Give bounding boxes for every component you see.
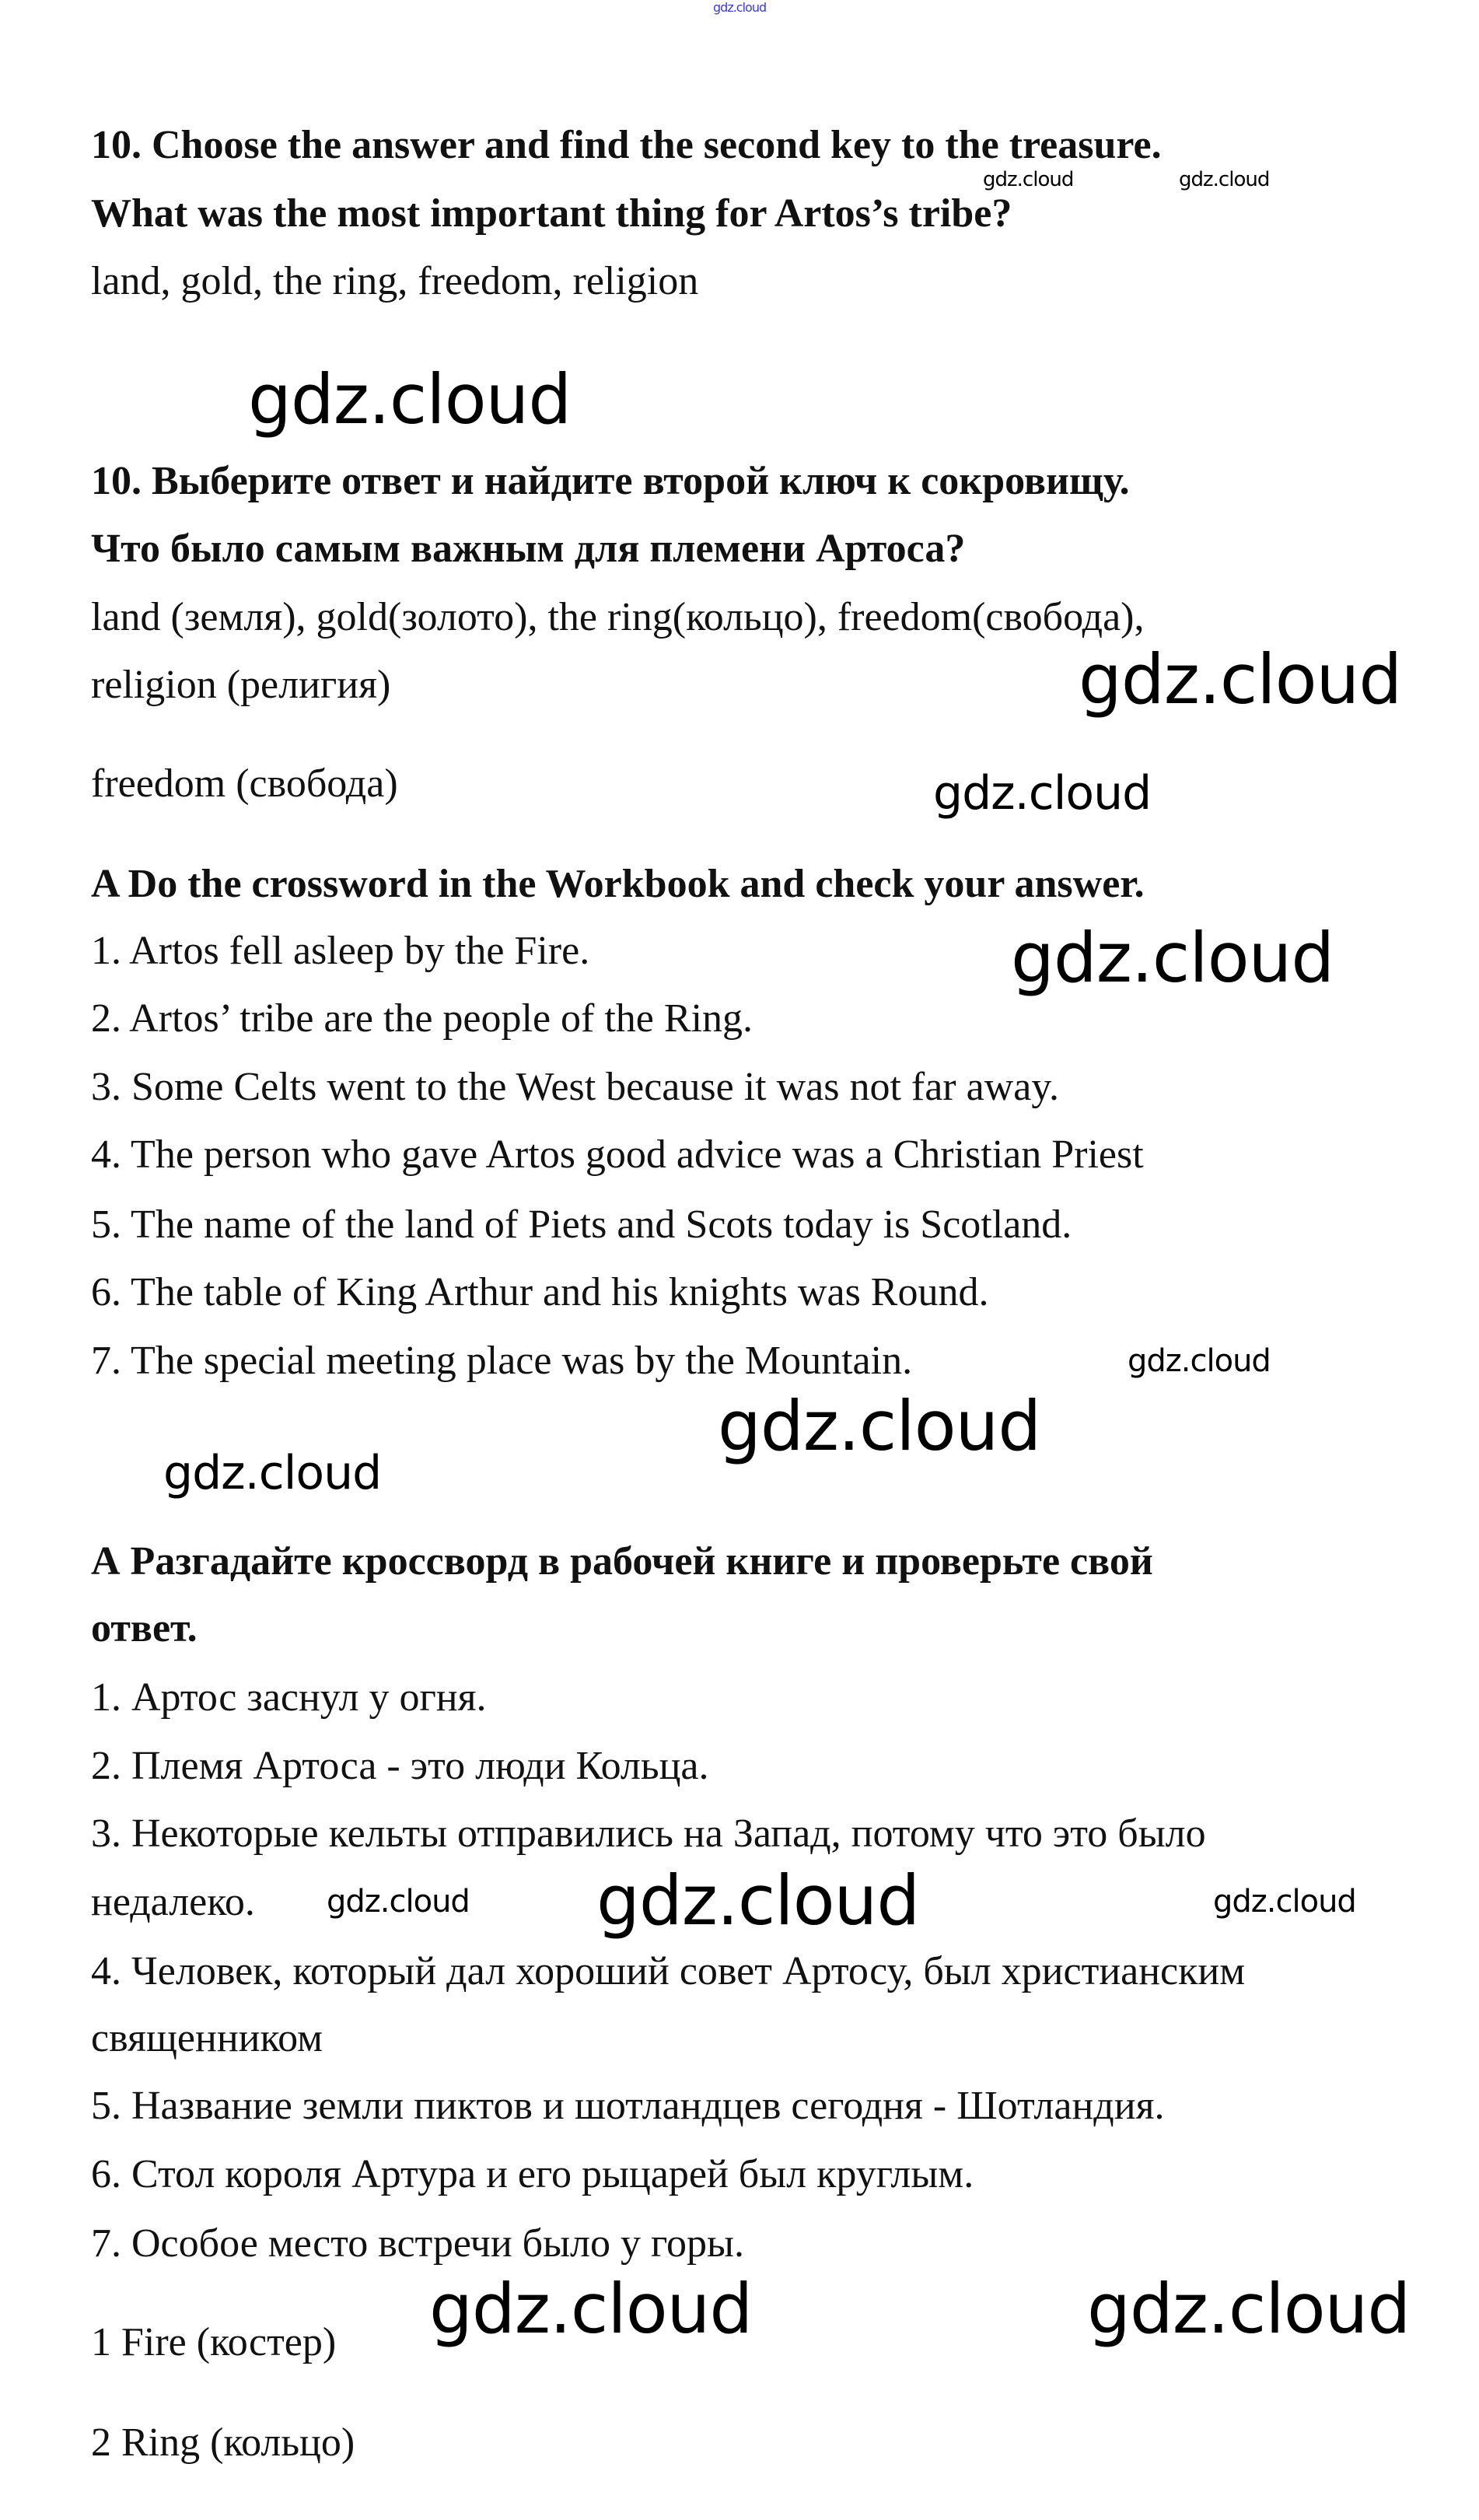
crossword-item: 6. The table of King Arthur and his knights was Round. (91, 1270, 989, 1314)
crossword-item: 2. Artos’ tribe are the people of the Ring. (91, 996, 753, 1041)
watermark: gdz.cloud (1087, 2269, 1411, 2349)
crossword-item: 1. Artos fell asleep by the Fire. (91, 929, 590, 973)
crossword-item: 7. The special meeting place was by the Mountain. (91, 1339, 913, 1383)
answer-item: 1 Fire (костер) (91, 2320, 337, 2364)
crossword-line-ru: 4. Человек, который дал хороший совет Артосу, был христианским (91, 1949, 1246, 1993)
watermark: gdz.cloud (1128, 1343, 1271, 1379)
crossword-line-ru: 6. Стол короля Артура и его рыцарей был круглым. (91, 2152, 974, 2196)
watermark: gdz.cloud (1213, 1884, 1356, 1920)
watermark: gdz.cloud (248, 359, 572, 439)
task-title-ru: 10. Выберите ответ и найдите второй ключ к сокровищу. (91, 459, 1130, 503)
crossword-line-ru: 3. Некоторые кельты отправились на Запад, потому что это было (91, 1811, 1206, 1856)
task-answer: freedom (свобода) (91, 761, 398, 806)
task-question-ru: Что было самым важным для племени Артоса? (91, 527, 966, 571)
task-options-en: land, gold, the ring, freedom, religion (91, 259, 699, 303)
task-question-en: What was the most important thing for Artos’s tribe? (91, 191, 1012, 236)
watermark: gdz.cloud (718, 1386, 1041, 1466)
crossword-title-ru-2: ответ. (91, 1606, 198, 1650)
watermark: gdz.cloud (596, 1860, 920, 1941)
answer-item: 2 Ring (кольцо) (91, 2420, 355, 2465)
crossword-title-ru-1: А Разгадайте кроссворд в рабочей книге и проверьте свой (91, 1539, 1153, 1584)
watermark: gdz.cloud (163, 1446, 382, 1500)
crossword-line-ru: священником (91, 2016, 323, 2060)
watermark: gdz.cloud (1179, 168, 1270, 191)
crossword-line-ru: 1. Артос заснул у огня. (91, 1675, 487, 1720)
crossword-line-ru: 7. Особое место встречи было у горы. (91, 2221, 744, 2266)
task-title-en: 10. Choose the answer and find the second key to the treasure. (91, 123, 1162, 167)
task-options-ru-1: land (земля), gold(золото), the ring(кольцо), freedom(свобода), (91, 595, 1145, 639)
crossword-item: 4. The person who gave Artos good advice was a Christian Priest (91, 1132, 1144, 1177)
watermark: gdz.cloud (933, 766, 1152, 821)
crossword-item: 5. The name of the land of Piets and Scots today is Scotland. (91, 1202, 1072, 1247)
watermark: gdz.cloud (1079, 639, 1402, 719)
watermark: gdz.cloud (429, 2269, 753, 2349)
watermark: gdz.cloud (713, 0, 767, 15)
crossword-item: 3. Some Celts went to the West because it was not far away. (91, 1065, 1059, 1109)
crossword-title-en: A Do the crossword in the Workbook and check your answer. (91, 862, 1145, 906)
watermark: gdz.cloud (1011, 918, 1334, 998)
crossword-line-ru: недалеко. (91, 1880, 255, 1924)
watermark: gdz.cloud (983, 168, 1074, 191)
crossword-line-ru: 5. Название земли пиктов и шотландцев сегодня - Шотландия. (91, 2084, 1165, 2128)
task-options-ru-2: religion (религия) (91, 663, 391, 707)
crossword-line-ru: 2. Племя Артоса - это люди Кольца. (91, 1744, 709, 1788)
watermark: gdz.cloud (327, 1884, 470, 1920)
